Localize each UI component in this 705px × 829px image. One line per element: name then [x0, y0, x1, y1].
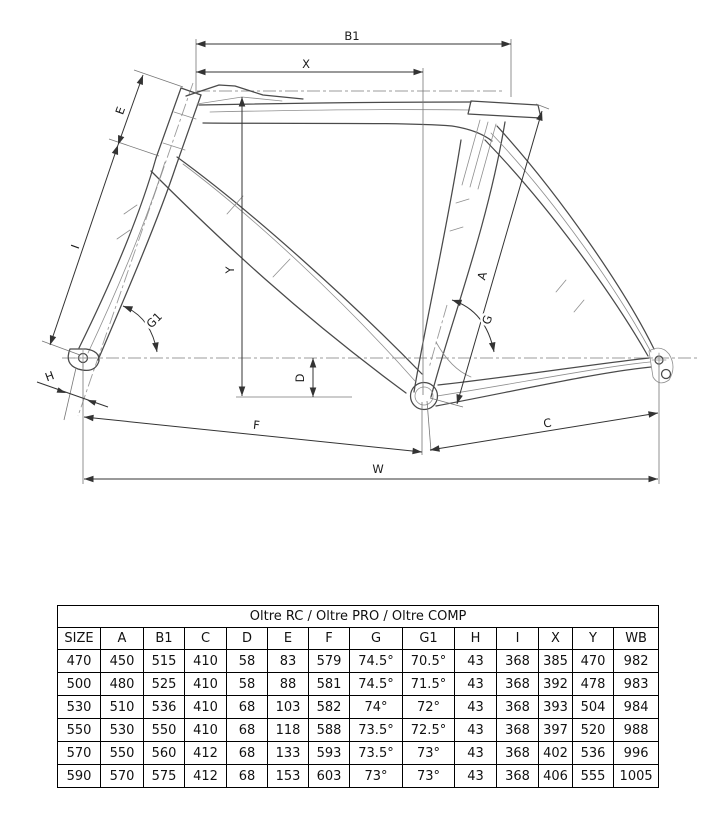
dimension-label-h: H — [43, 368, 57, 385]
geometry-table — [57, 605, 659, 788]
table-cell: 570 — [101, 765, 144, 788]
table-cell: 73° — [403, 742, 455, 765]
table-cell: 58 — [227, 673, 268, 696]
column-header: F — [309, 628, 350, 650]
table-cell: 410 — [185, 696, 227, 719]
table-cell: 133 — [268, 742, 309, 765]
table-cell: 43 — [455, 719, 497, 742]
dimension-label-a: A — [474, 270, 490, 282]
table-title-row — [58, 606, 659, 628]
table-cell: 73° — [350, 765, 403, 788]
column-header: D — [227, 628, 268, 650]
dimension-label-i: I — [68, 242, 83, 251]
column-header: Y — [573, 628, 614, 650]
table-row — [58, 673, 659, 696]
column-header: B1 — [144, 628, 185, 650]
table-cell: 153 — [268, 765, 309, 788]
column-header: G — [350, 628, 403, 650]
table-cell: 74.5° — [350, 673, 403, 696]
table-row — [58, 650, 659, 673]
dimension-labels — [43, 29, 552, 476]
table-row — [58, 719, 659, 742]
table-cell: 368 — [497, 765, 539, 788]
table-cell: 530 — [101, 719, 144, 742]
table-cell: 74° — [350, 696, 403, 719]
table-cell: 73.5° — [350, 742, 403, 765]
dimension-label-w: W — [372, 462, 384, 476]
frame-lines — [68, 85, 673, 410]
table-cell: 68 — [227, 765, 268, 788]
table-cell: 500 — [58, 673, 101, 696]
centerlines — [62, 83, 700, 416]
table-cell: 402 — [539, 742, 573, 765]
table-cell: 412 — [185, 765, 227, 788]
table-cell: 43 — [455, 673, 497, 696]
table-cell: 68 — [227, 719, 268, 742]
table-cell: 550 — [144, 719, 185, 742]
table-row — [58, 696, 659, 719]
table-cell: 74.5° — [350, 650, 403, 673]
table-cell: 70.5° — [403, 650, 455, 673]
column-header: A — [101, 628, 144, 650]
table-cell: 560 — [144, 742, 185, 765]
table-cell: 412 — [185, 742, 227, 765]
dimension-label-x: X — [302, 57, 310, 71]
table-cell: 590 — [58, 765, 101, 788]
table-cell: 450 — [101, 650, 144, 673]
rear-dropout — [649, 348, 673, 383]
table-cell: 593 — [309, 742, 350, 765]
table-cell: 582 — [309, 696, 350, 719]
table-cell: 536 — [573, 742, 614, 765]
table-cell: 368 — [497, 719, 539, 742]
dimension-label-y: Y — [223, 266, 237, 274]
table-cell: 570 — [58, 742, 101, 765]
table-cell: 996 — [614, 742, 659, 765]
table-cell: 73° — [403, 765, 455, 788]
dimension-label-e: E — [112, 104, 129, 117]
table-cell: 1005 — [614, 765, 659, 788]
table-body — [58, 650, 659, 788]
dimension-label-f: F — [252, 417, 261, 433]
table-cell: 103 — [268, 696, 309, 719]
table-cell: 72° — [403, 696, 455, 719]
table-cell: 43 — [455, 696, 497, 719]
column-header: WB — [614, 628, 659, 650]
table-cell: 368 — [497, 742, 539, 765]
table-cell: 83 — [268, 650, 309, 673]
table-header-row — [58, 628, 659, 650]
table-cell: 58 — [227, 650, 268, 673]
column-header: C — [185, 628, 227, 650]
extension-lines — [42, 39, 659, 484]
table-title: Oltre RC / Oltre PRO / Oltre COMP — [58, 606, 659, 628]
table-cell: 43 — [455, 650, 497, 673]
bottom-bracket — [411, 383, 438, 410]
table-cell: 525 — [144, 673, 185, 696]
table-cell: 982 — [614, 650, 659, 673]
table-cell: 588 — [309, 719, 350, 742]
table-cell: 73.5° — [350, 719, 403, 742]
table-cell: 43 — [455, 765, 497, 788]
table-cell: 510 — [101, 696, 144, 719]
table-cell: 71.5° — [403, 673, 455, 696]
table-cell: 579 — [309, 650, 350, 673]
column-header: SIZE — [58, 628, 101, 650]
geometry-table-container — [57, 605, 658, 788]
dimension-label-g: G — [479, 313, 496, 327]
table-cell: 550 — [58, 719, 101, 742]
table-cell: 478 — [573, 673, 614, 696]
table-cell: 470 — [58, 650, 101, 673]
table-cell: 392 — [539, 673, 573, 696]
column-header: G1 — [403, 628, 455, 650]
table-cell: 393 — [539, 696, 573, 719]
table-row — [58, 765, 659, 788]
table-cell: 520 — [573, 719, 614, 742]
dimension-label-b1: B1 — [344, 29, 360, 43]
table-cell: 88 — [268, 673, 309, 696]
table-cell: 581 — [309, 673, 350, 696]
table-cell: 504 — [573, 696, 614, 719]
table-cell: 118 — [268, 719, 309, 742]
table-cell: 983 — [614, 673, 659, 696]
table-cell: 68 — [227, 742, 268, 765]
table-cell: 368 — [497, 650, 539, 673]
dimension-label-d: D — [293, 373, 307, 383]
table-cell: 368 — [497, 696, 539, 719]
column-header: X — [539, 628, 573, 650]
table-cell: 536 — [144, 696, 185, 719]
dimension-lines — [37, 44, 658, 479]
table-cell: 555 — [573, 765, 614, 788]
table-cell: 530 — [58, 696, 101, 719]
table-row — [58, 742, 659, 765]
table-cell: 385 — [539, 650, 573, 673]
column-header: I — [497, 628, 539, 650]
table-cell: 406 — [539, 765, 573, 788]
table-cell: 603 — [309, 765, 350, 788]
table-cell: 368 — [497, 673, 539, 696]
table-cell: 410 — [185, 650, 227, 673]
table-cell: 410 — [185, 673, 227, 696]
table-cell: 68 — [227, 696, 268, 719]
table-cell: 43 — [455, 742, 497, 765]
table-cell: 470 — [573, 650, 614, 673]
table-cell: 984 — [614, 696, 659, 719]
table-cell: 515 — [144, 650, 185, 673]
table-cell: 410 — [185, 719, 227, 742]
column-header: H — [455, 628, 497, 650]
table-cell: 575 — [144, 765, 185, 788]
table-cell: 480 — [101, 673, 144, 696]
dimension-label-g1: G1 — [143, 309, 165, 331]
table-cell: 397 — [539, 719, 573, 742]
table-cell: 72.5° — [403, 719, 455, 742]
dimension-label-c: C — [542, 415, 553, 431]
table-cell: 988 — [614, 719, 659, 742]
table-cell: 550 — [101, 742, 144, 765]
column-header: E — [268, 628, 309, 650]
